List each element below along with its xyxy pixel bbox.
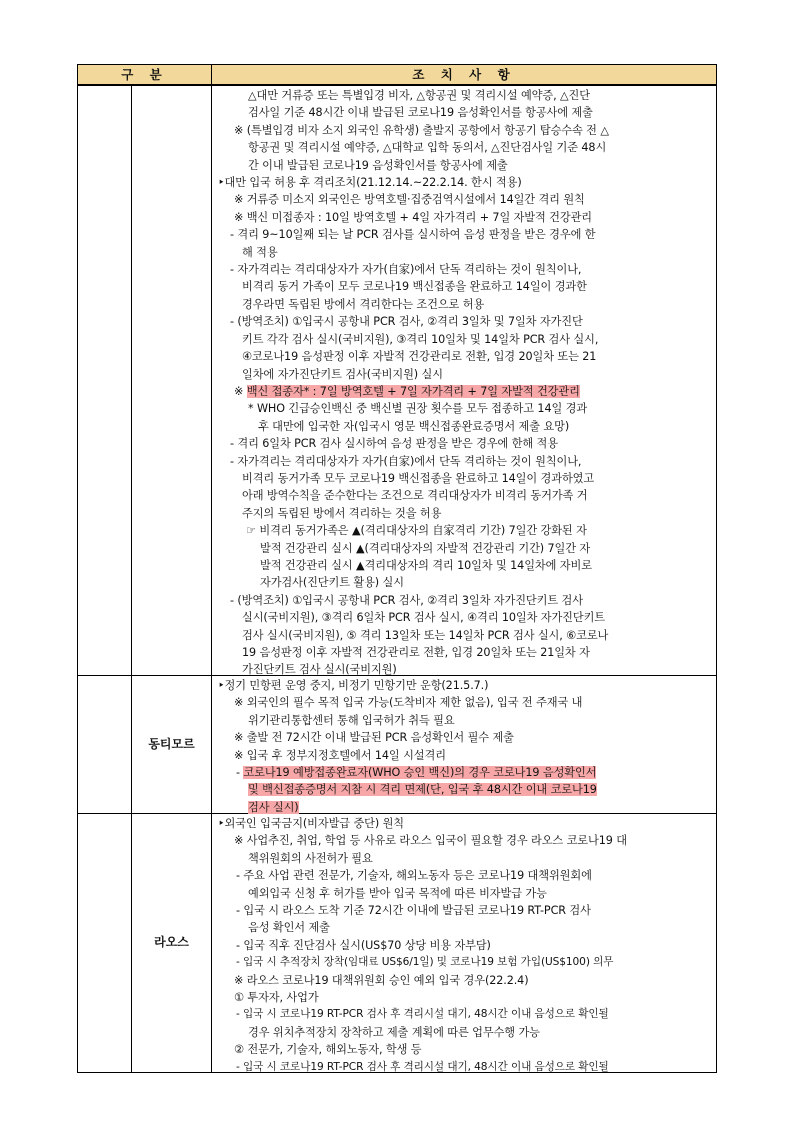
line: - 자가격리는 격리대상자가 자가(自家)에서 단독 격리하는 것이 원칙이나, <box>230 454 582 468</box>
taiwan-country-cell <box>78 85 132 676</box>
line: 음성 확인서 제출 <box>248 921 330 935</box>
header-measures: 조 치 사 항 <box>212 65 717 86</box>
header-category: 구 분 <box>78 65 212 86</box>
line: 검사일 기준 48시간 이내 발급된 코로나19 음성확인서를 항공사에 제출 <box>248 106 593 120</box>
header-row <box>78 65 717 86</box>
timor-empty-cell <box>78 676 132 814</box>
line: 발적 건강관리 실시 ▲(격리대상자의 자발적 건강관리 기간) 7일간 자 <box>260 541 591 555</box>
laos-row <box>78 814 717 1073</box>
line: 책위원회의 사전허가 필요 <box>248 851 373 865</box>
line: - (방역조치) ①입국시 공항내 PCR 검사, ②격리 3일차 및 7일차 자가진단 <box>230 315 583 329</box>
timor-country: 동티모르 <box>132 676 212 814</box>
line: 자가검사(진단키트 활용) 실시 <box>260 576 404 590</box>
laos-measures-cell <box>212 814 717 1073</box>
line: ☞ 비격리 동거가족은 ▲(격리대상자의 自家격리 기간) 7일간 강화된 자 <box>246 524 587 538</box>
dash-mark: - <box>236 766 244 780</box>
line: - 주요 사업 관련 전문가, 기술자, 해외노동자 등은 코로나19 대책위원회에 <box>236 869 592 883</box>
line: 경우라면 독립된 방에서 격리한다는 조건으로 허용 <box>242 297 485 311</box>
line <box>218 781 710 798</box>
line: 항공권 및 격리시설 예약증, △대학교 입학 동의서, △진단검사일 기준 48시 <box>248 141 607 155</box>
highlight-vaccinated: 백신 접종자* : 7일 방역호텔 + 7일 자가격리 + 7일 자발적 건강관리 <box>246 384 580 398</box>
line: 아래 방역수칙을 준수한다는 조건으로 격리대상자가 비격리 동거가족 거 <box>242 489 588 503</box>
line: 비격리 동거 가족이 모두 코로나19 백신접종을 완료하고 14일이 경과한 <box>242 280 587 294</box>
taiwan-row <box>78 85 717 676</box>
line: ※ 백신 미접종자 : 10일 방역호텔 + 4일 자가격리 + 7일 자발적 건강관리 <box>234 210 593 224</box>
highlight-exemption-2: 및 백신접종증명서 지참 시 격리 면제(단, 입국 후 48시간 이내 코로나19 <box>248 783 597 797</box>
line: 후 대만에 입국한 자(입국시 영문 백신접종완료증명서 제출 요망) <box>258 419 570 433</box>
line: 비격리 동거가족 모두 코로나19 백신접종을 완료하고 14일이 경과하였고 <box>242 471 595 485</box>
line: 주지의 독립된 방에서 격리하는 것을 허용 <box>242 506 442 520</box>
note-mark: ※ <box>234 384 247 398</box>
line: 19 음성판정 이후 자발적 건강관리로 전환, 입경 20일차 또는 21일차 자 <box>242 646 590 659</box>
line: - 격리 9~10일째 되는 날 PCR 검사를 실시하여 음성 판정을 받은 경우에 한 <box>230 228 596 242</box>
taiwan-subcell <box>132 85 212 676</box>
line: ① 투자자, 사업가 <box>234 991 319 1005</box>
line <box>218 764 710 781</box>
line: - 입국 시 추적장치 장착(임대료 US$6/1일) 및 코로나19 보험 가입(US$100) 의무 <box>236 956 614 969</box>
line: 가진단키트 검사 실시(국비지원) <box>242 663 397 677</box>
line: - 격리 6일차 PCR 검사 실시하여 음성 판정을 받은 경우에 한해 적용 <box>230 437 558 451</box>
line: 일차에 자가진단키트 검사(국비지원) 실시 <box>242 367 443 381</box>
line: ※ 라오스 코로나19 대책위원회 승인 예외 입국 경우(22.2.4) <box>234 973 529 987</box>
line: - 입국 직후 진단검사 실시(US$70 상당 비용 자부담) <box>236 938 491 952</box>
line: 위기관리통합센터 통해 입국허가 취득 필요 <box>248 713 455 727</box>
line <box>218 383 710 400</box>
line: ※ 출발 전 72시간 이내 발급된 PCR 음성확인서 필수 제출 <box>234 731 514 745</box>
line: 발적 건강관리 실시 ▲격리대상자의 격리 10일차 및 14일차에 자비로 <box>260 558 592 572</box>
line: - 입국 시 코로나19 RT-PCR 검사 후 격리시설 대기, 48시간 이내 음성으로 확인될 <box>236 1008 609 1021</box>
line: - 입국 시 라오스 도착 기준 72시간 이내에 발급된 코로나19 RT-PCR 검사 <box>236 904 591 918</box>
line: - 입국 시 코로나19 RT-PCR 검사 후 격리시설 대기, 48시간 이내 음성으로 확인될 <box>236 1060 609 1073</box>
line: 경우 위치추적장치 장착하고 제출 계획에 따른 업무수행 가능 <box>248 1025 540 1039</box>
line: ④코로나19 음성판정 이후 자발적 건강관리로 전환, 입경 20일차 또는 21 <box>242 350 597 364</box>
line: - 자가격리는 격리대상자가 자가(自家)에서 단독 격리하는 것이 원칙이나, <box>230 263 582 277</box>
line: 실시(국비지원), ③격리 6일차 PCR 검사 실시, ④격리 10일차 자가진단키트 <box>242 611 606 625</box>
line: ‣외국인 입국금지(비자발급 중단) 원칙 <box>218 817 405 830</box>
highlight-exemption-3: 검사 실시) <box>248 800 299 814</box>
line: ※ 사업추진, 취업, 학업 등 사유로 라오스 입국이 필요할 경우 라오스 코로나19 대 <box>234 834 627 848</box>
line: ※ 거류증 미소지 외국인은 방역호텔·집중검역시설에서 14일간 격리 원칙 <box>234 193 585 207</box>
line: 검사 실시(국비지원), ⑤ 격리 13일차 또는 14일차 PCR 검사 실시, ⑥코로나 <box>242 628 609 642</box>
line: 키트 각각 검사 실시(국비지원), ③격리 10일차 및 14일차 PCR 검사 실시, <box>242 332 599 346</box>
laos-empty-cell <box>78 814 132 1073</box>
line: ※ 외국인의 필수 목적 입국 가능(도착비자 제한 없음), 입국 전 주재국 내 <box>234 696 583 710</box>
line: ‣대만 입국 허용 후 격리조치(21.12.14.~22.2.14. 한시 적용) <box>218 176 522 190</box>
line: ※ (특별입경 비자 소지 외국인 유학생) 출발지 공항에서 항공기 탑승수속 전 △ <box>234 123 609 137</box>
line: △대만 거류증 또는 특별입경 비자, △항공권 및 격리시설 예약증, △진단 <box>248 89 590 102</box>
line: * WHO 긴급승인백신 중 백신별 권장 횟수를 모두 접종하고 14일 경과 <box>248 402 588 416</box>
taiwan-measures-cell <box>212 85 717 676</box>
line: ※ 입국 후 정부지정호텔에서 14일 시설격리 <box>234 748 446 762</box>
line: 예외입국 신청 후 허가를 받아 입국 목적에 따른 비자발급 가능 <box>248 886 547 900</box>
highlight-exemption-1: 코로나19 예방접종완료자(WHO 승인 백신)의 경우 코로나19 음성확인서 <box>243 766 597 780</box>
timor-row <box>78 676 717 814</box>
line: 해 적용 <box>242 245 278 259</box>
line: 간 이내 발급된 코로나19 음성확인서를 항공사에 제출 <box>248 158 508 172</box>
line: - (방역조치) ①입국시 공항내 PCR 검사, ②격리 3일차 자가진단키트 검사 <box>230 593 583 607</box>
laos-country: 라오스 <box>132 814 212 1073</box>
line: ‣정기 민항편 운영 중지, 비정기 민항기만 운항(21.5.7.) <box>218 679 489 692</box>
measures-table <box>77 64 717 1073</box>
line: ② 전문가, 기술자, 해외노동자, 학생 등 <box>234 1043 422 1057</box>
timor-measures-cell <box>212 676 717 814</box>
